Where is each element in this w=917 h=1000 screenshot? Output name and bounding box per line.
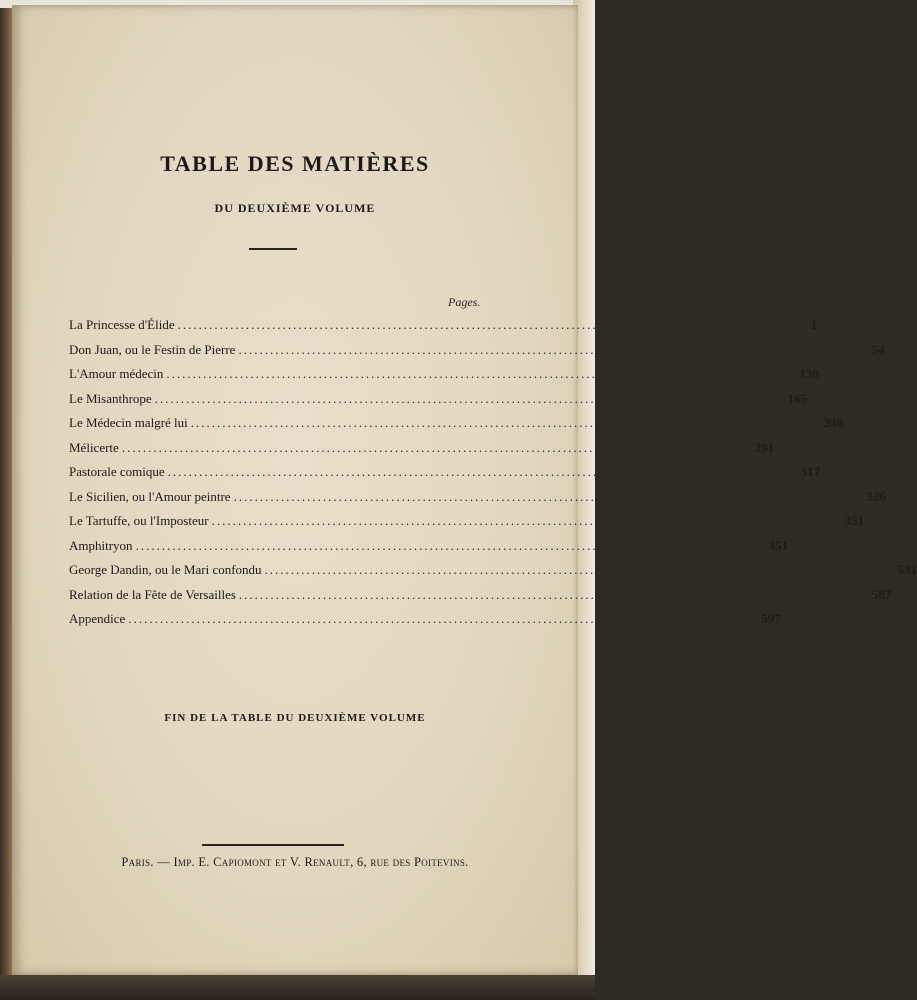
table-of-contents [69,317,917,636]
toc-entry [69,341,885,367]
bottom-background [0,975,595,1000]
toc-entry [69,464,821,489]
toc-entry-page: 317 [800,464,821,479]
toc-entry-title: L'Amour médecin [69,366,164,381]
toc-leader-dots: ........................................................................................................................ [190,415,821,430]
toc-entry-page: 597 [761,611,781,626]
toc-entry [69,586,892,612]
toc-entry-page: 531 [897,562,917,577]
toc-leader-dots: ........................................................................................................................ [177,317,808,332]
toc-entry-title: Pastorale comique [69,464,165,479]
toc-entry-title: George Dandin, ou le Mari confondu [69,562,262,577]
toc-leader-dots: ........................................................................................................................ [154,390,785,406]
toc-leader-dots: ........................................................................................................................ [135,537,766,553]
toc-entry-page: 451 [768,537,789,553]
toc-entry [69,488,887,514]
toc-entry-page: 326 [866,488,887,504]
toc-leader-dots: ........................................................................................................................ [233,488,864,504]
toc-entry-title: Le Tartuffe, ou l'Imposteur [69,513,209,528]
toc-entry-page: 587 [871,586,892,602]
toc-leader-dots: ........................................................................................................................ [238,341,869,357]
toc-entry-title: Amphitryon [69,537,133,553]
toc-entry-page: 130 [799,366,819,381]
toc-entry [69,317,818,342]
toc-entry-title: Le Médecin malgré lui [69,415,188,430]
book-page [12,5,917,975]
toc-entry-page: 1 [810,317,818,332]
toc-entry [69,390,808,416]
printer-imprint: Paris. — Imp. E. Capiomont et V. Renault, 6, rue des Poitevins. [121,855,469,869]
toc-entry [69,537,789,563]
imprint-divider [202,844,344,846]
toc-leader-dots: ........................................................................................................................ [264,562,895,577]
toc-entry [69,513,865,538]
pages-column-header: Pages. [448,295,481,309]
toc-entry [69,611,781,636]
page-subtitle: DU DEUXIÈME VOLUME [214,201,376,215]
toc-leader-dots: ........................................................................................................................ [121,439,752,455]
toc-entry-title: Le Sicilien, ou l'Amour peintre [69,488,231,504]
page-title: TABLE DES MATIÈRES [160,151,430,176]
toc-entry [69,439,775,465]
toc-entry-title: Don Juan, ou le Festin de Pierre [69,341,236,357]
toc-entry [69,366,819,391]
title-divider [249,248,297,250]
toc-entry-title: La Princesse d'Élide [69,317,175,332]
toc-entry-title: Appendice [69,611,126,626]
toc-entry-page: 54 [871,341,885,357]
toc-entry-page: 240 [823,415,844,430]
toc-entry [69,415,844,440]
toc-leader-dots: ........................................................................................................................ [238,586,869,602]
toc-entry-page: 351 [844,513,865,528]
toc-leader-dots: ........................................................................................................................ [166,366,797,381]
toc-entry-page: 291 [754,439,775,455]
toc-entry-page: 165 [787,390,808,406]
toc-entry-title: Mélicerte [69,439,119,455]
toc-entry-title: Relation de la Fête de Versailles [69,586,236,602]
end-note: FIN DE LA TABLE DU DEUXIÈME VOLUME [164,712,426,724]
toc-leader-dots: ........................................................................................................................ [211,513,842,528]
toc-leader-dots: ........................................................................................................................ [128,611,759,626]
toc-entry-title: Le Misanthrope [69,390,152,406]
toc-entry [69,562,917,587]
toc-leader-dots: ........................................................................................................................ [167,464,798,479]
